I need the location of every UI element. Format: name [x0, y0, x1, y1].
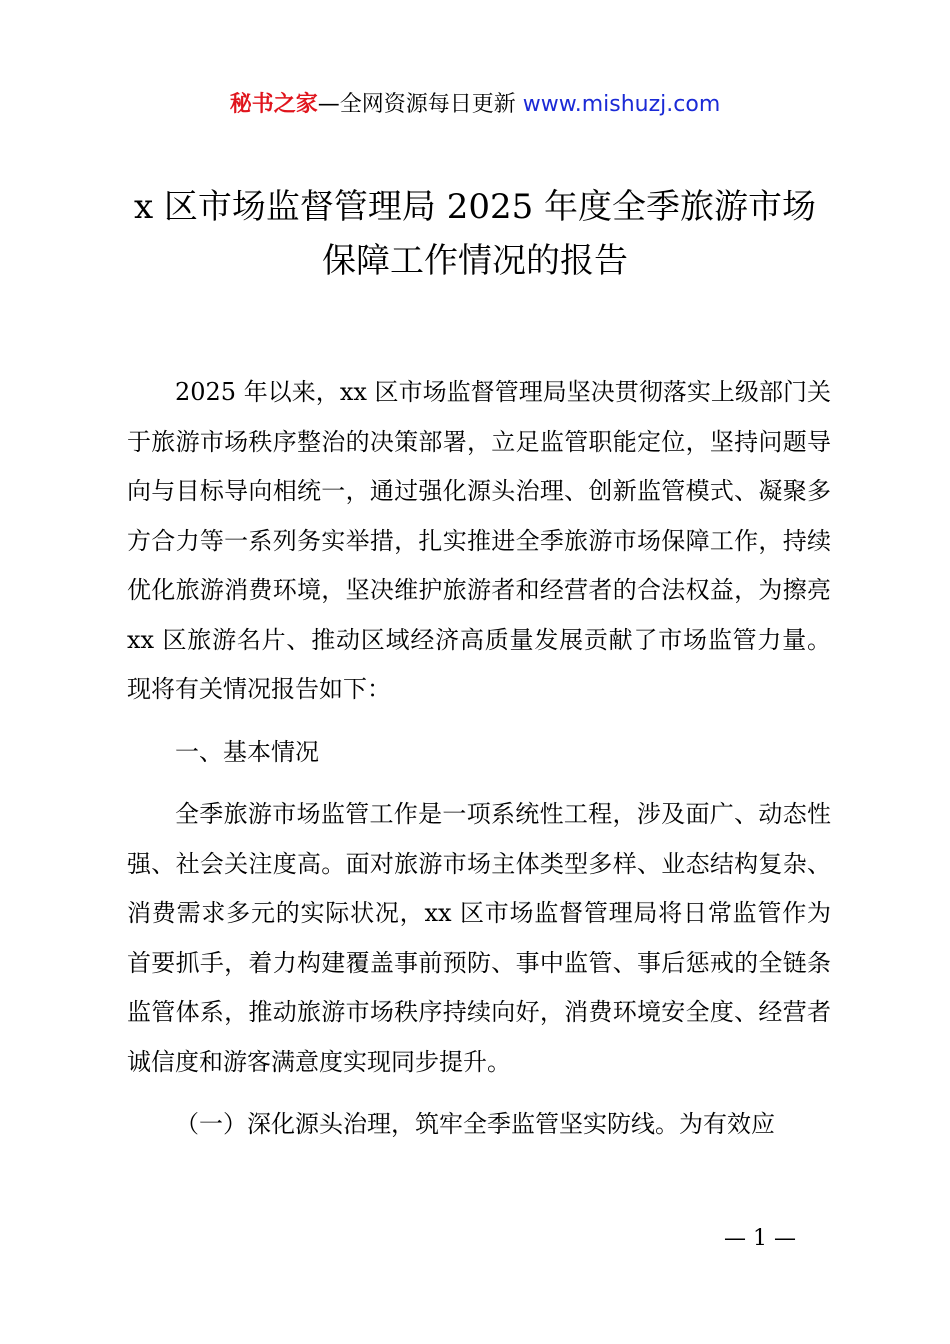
title-line-2: 保障工作情况的报告 [322, 241, 628, 281]
site-url-link[interactable]: www.mishuzj.com [522, 92, 721, 117]
subsection-heading-1: （一）深化源头治理，筑牢全季监管坚实防线。为有效应 [175, 1110, 775, 1138]
document-title [0, 180, 950, 288]
section-heading-basic: 一、基本情况 [175, 737, 319, 766]
section-paragraph-basic: 全季旅游市场监管工作是一项系统性工程，涉及面广、动态性强、社会关注度高。面对旅游市场主体类型多样、业态结构复杂、消费需求多元的实际状况，xx 区市场监督管理局将日常监管作为首要抓手，着力构建覆盖事前预防、事中监管、事后惩戒的全链条监管体系，推动旅游市场秩序持续向好，消费环境安全度、经营者诚信度和游客满意度实现同步提升。 [127, 800, 831, 1076]
brand-name: 秘书之家 [229, 92, 318, 117]
page-number: — 1 — [724, 1226, 796, 1251]
intro-paragraph: 2025 年以来，xx 区市场监督管理局坚决贯彻落实上级部门关于旅游市场秩序整治的决策部署，立足监管职能定位，坚持问题导向与目标导向相统一，通过强化源头治理、创新监管模式、凝聚多方合力等一系列务实举措，扎实推进全季旅游市场保障工作，持续优化旅游消费环境，坚决维护旅游者和经营者的合法权益，为擦亮 xx 区旅游名片、推动区域经济高质量发展贡献了市场监管力量。现将有关情况报告如下： [127, 378, 831, 703]
title-line-1: x 区市场监督管理局 2025 年度全季旅游市场 [133, 187, 817, 227]
site-header [0, 88, 950, 122]
document-body [127, 368, 831, 1150]
header-tagline: —全网资源每日更新 [317, 92, 523, 117]
